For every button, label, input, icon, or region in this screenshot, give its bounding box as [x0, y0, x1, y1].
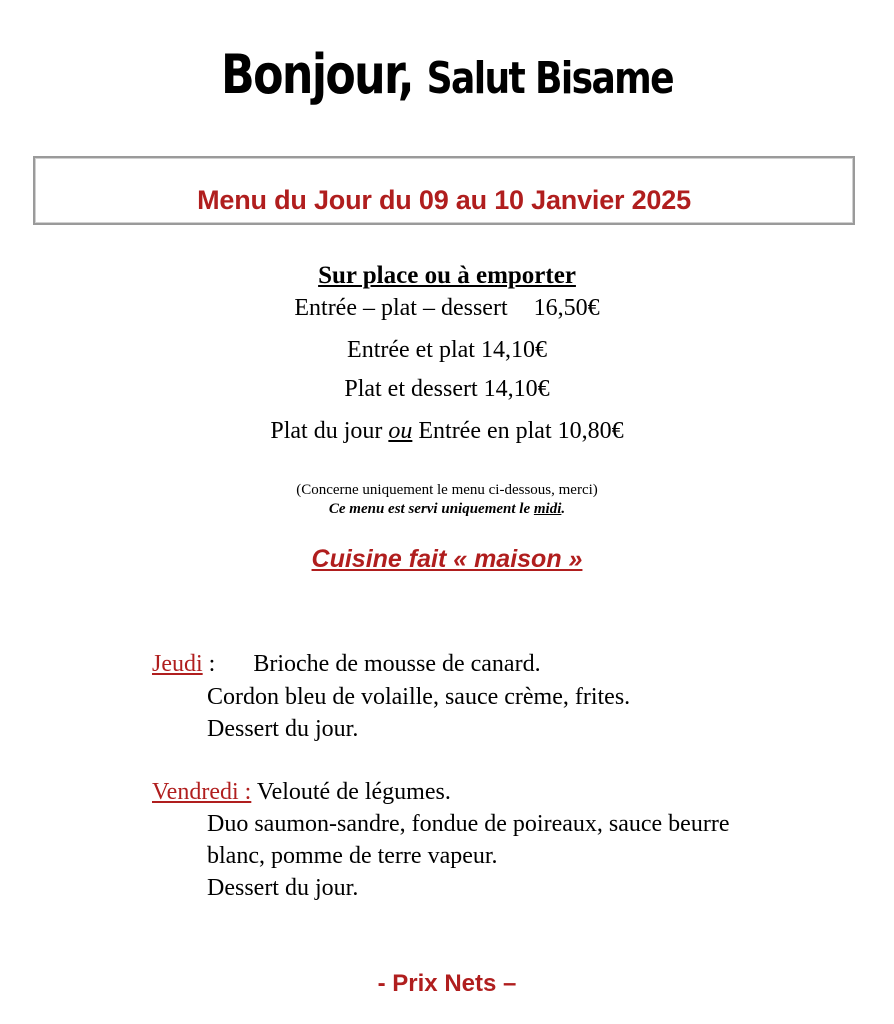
formula-label: Entrée et plat — [347, 337, 475, 363]
restaurant-title — [80, 38, 813, 116]
homemade-tagline: Cuisine fait « maison » — [311, 545, 583, 573]
formula-price: 10,80€ — [557, 418, 624, 444]
formula-label: Plat et dessert — [344, 376, 478, 402]
day-label-jeudi: Jeudi — [152, 651, 203, 677]
day-jeudi — [152, 651, 541, 678]
menu-item-main: Duo saumon-sandre, fondue de poireaux, sauce beurre — [207, 811, 730, 837]
menu-item-starter: Velouté de légumes. — [256, 779, 451, 805]
served-note-midi: midi — [533, 501, 562, 517]
formula-price: 14,10€ — [483, 376, 550, 402]
pricing-heading: Sur place ou à emporter — [318, 262, 576, 289]
day-label-vendredi: Vendredi : — [152, 779, 252, 805]
formula-label: Entrée – plat – dessert — [294, 295, 508, 321]
day-separator: : — [202, 651, 216, 677]
menu-date-title: Menu du Jour du 09 au 10 Janvier 2025 — [197, 185, 691, 215]
served-note-end: . — [561, 501, 566, 517]
menu-item-main-cont: blanc, pomme de terre vapeur. — [207, 843, 498, 869]
formula-line — [0, 337, 894, 364]
menu-title-box — [33, 156, 855, 225]
menu-item-dessert: Dessert du jour. — [207, 875, 359, 901]
formula-line — [0, 295, 894, 322]
formula-label-after: Entrée en plat — [418, 418, 552, 444]
menu-item-main: Cordon bleu de volaille, sauce crème, frites. — [207, 684, 631, 710]
net-prices-footer: - Prix Nets – — [377, 970, 517, 997]
formula-price: 16,50€ — [533, 295, 600, 321]
title-name: Salut Bisame — [426, 53, 673, 104]
served-note-text: Ce menu est servi uniquement le — [328, 501, 531, 517]
formula-line — [0, 376, 894, 403]
title-greeting: Bonjour, — [221, 43, 413, 106]
formula-or: ou — [388, 418, 413, 444]
formula-price: 14,10€ — [480, 337, 547, 363]
formula-line — [0, 418, 894, 445]
menu-scope-note: (Concerne uniquement le menu ci-dessous, merci) — [296, 482, 598, 498]
day-vendredi — [152, 779, 451, 806]
served-note — [0, 501, 894, 518]
menu-item-starter: Brioche de mousse de canard. — [253, 651, 541, 677]
formula-label: Plat du jour — [270, 418, 383, 444]
menu-item-dessert: Dessert du jour. — [207, 716, 359, 742]
